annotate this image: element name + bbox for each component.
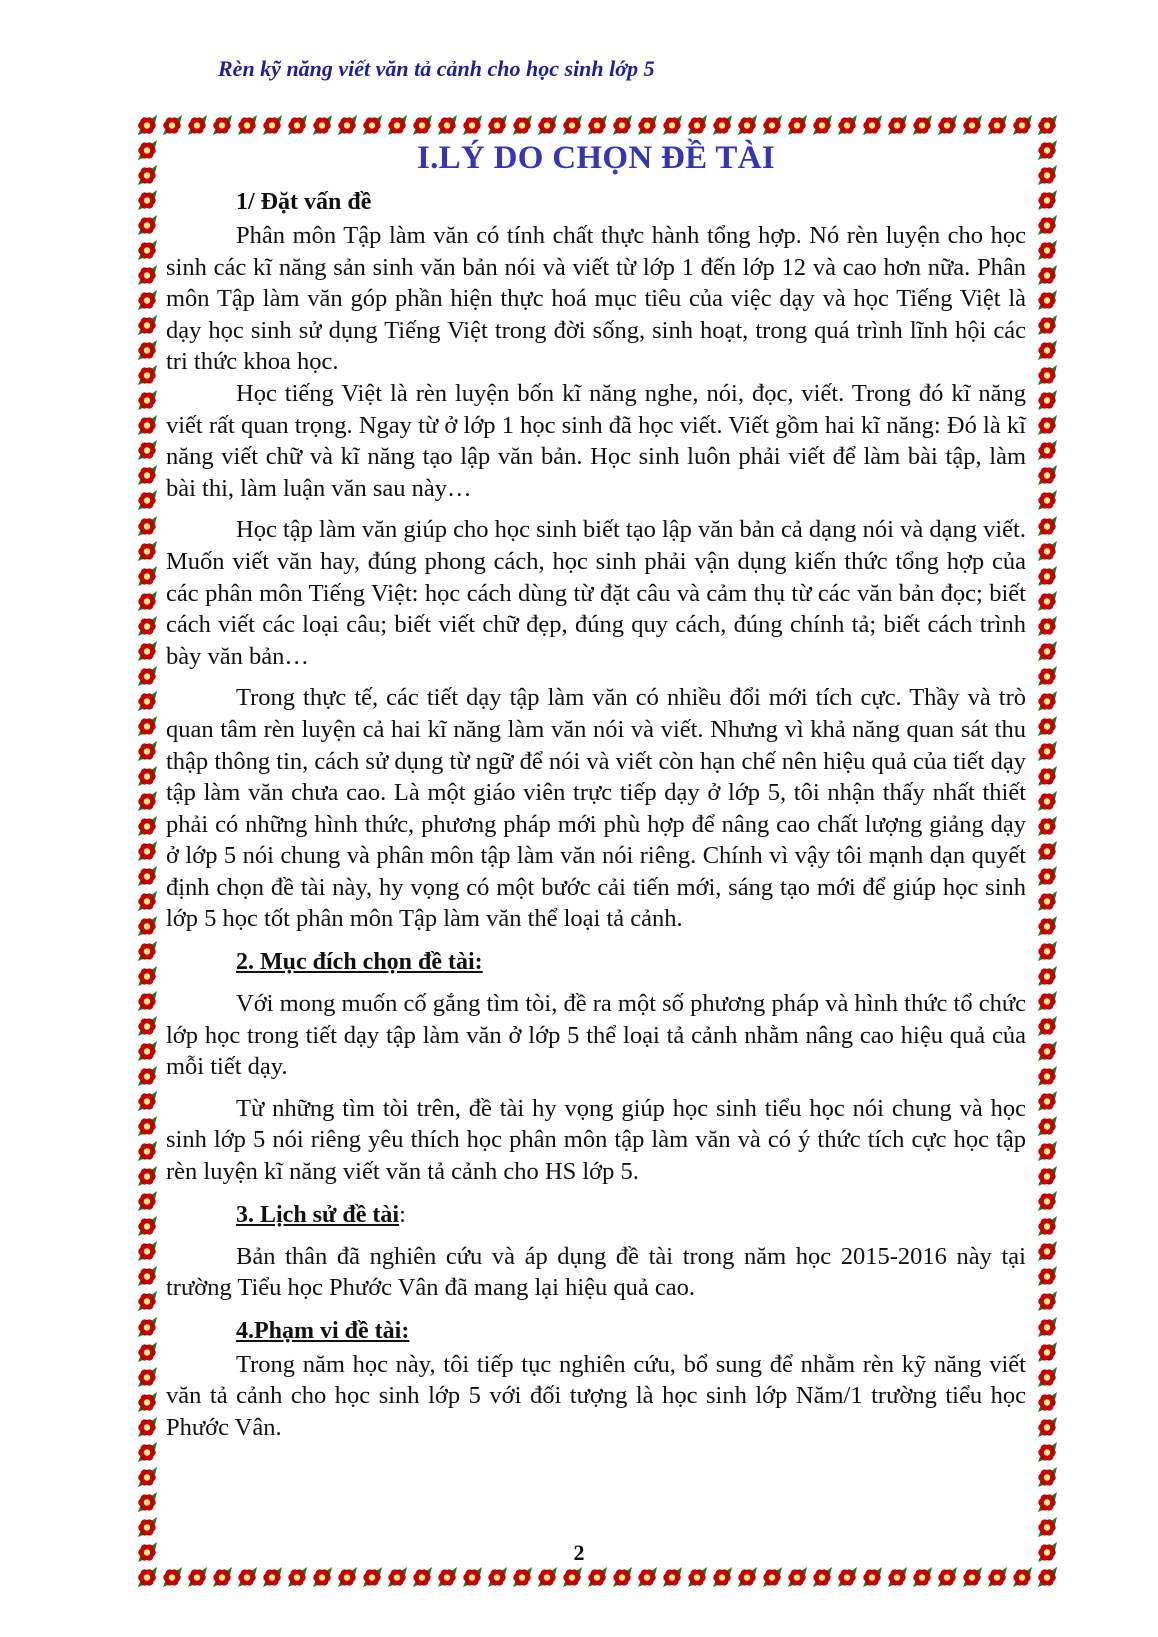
red-flower-icon — [1036, 114, 1058, 136]
red-flower-icon — [761, 114, 783, 136]
red-flower-icon — [586, 114, 608, 136]
red-flower-icon — [911, 114, 933, 136]
red-flower-icon — [561, 114, 583, 136]
red-flower-icon — [1036, 439, 1058, 461]
red-flower-icon — [136, 1240, 158, 1262]
red-flower-icon — [136, 289, 158, 311]
paragraph: Học tiếng Việt là rèn luyện bốn kĩ năng nghe, nói, đọc, viết. Trong đó kĩ năng viết rất quan trọng. Ngay từ ở lớp 1 học sinh đã học viết. Viết gồm hai kĩ năng: Đó là kĩ năng viết chữ và kĩ năng tạo lập văn bản. Học sinh luôn phải viết để làm bài tập, làm bài thi, làm luận văn sau này… — [166, 379, 1026, 502]
red-flower-icon — [161, 1566, 183, 1588]
red-flower-icon — [136, 640, 158, 662]
red-flower-icon — [136, 139, 158, 161]
red-flower-icon — [311, 1566, 333, 1588]
red-flower-icon — [136, 990, 158, 1012]
red-flower-icon — [436, 114, 458, 136]
document-body — [166, 140, 1026, 1444]
red-flower-icon — [1036, 1215, 1058, 1237]
red-flower-icon — [1036, 540, 1058, 562]
red-flower-icon — [586, 1566, 608, 1588]
red-flower-icon — [786, 1566, 808, 1588]
red-flower-icon — [136, 1190, 158, 1212]
red-flower-icon — [261, 114, 283, 136]
red-flower-icon — [1036, 715, 1058, 737]
red-flower-icon — [636, 1566, 658, 1588]
red-flower-icon — [136, 214, 158, 236]
red-flower-icon — [736, 1566, 758, 1588]
red-flower-icon — [836, 114, 858, 136]
red-flower-icon — [286, 114, 308, 136]
red-flower-icon — [1036, 1115, 1058, 1137]
red-flower-icon — [936, 114, 958, 136]
red-flower-icon — [1036, 139, 1058, 161]
red-flower-icon — [561, 1566, 583, 1588]
red-flower-icon — [1036, 615, 1058, 637]
red-flower-icon — [1036, 740, 1058, 762]
red-flower-icon — [1036, 590, 1058, 612]
red-flower-icon — [236, 1566, 258, 1588]
paragraph: Phân môn Tập làm văn có tính chất thực hành tổng hợp. Nó rèn luyện cho học sinh các kĩ năng sản sinh văn bản nói và viết từ lớp 1 đến lớp 12 và cao hơn nữa. Phân môn Tập làm văn góp phần hiện thực hoá mục tiêu của việc dạy và học Tiếng Việt là dạy học sinh sử dụng Tiếng Việt trong đời sống, sinh hoạt, trong quá trình lĩnh hội các tri thức khoa học. — [166, 222, 1026, 376]
heading-muc-dich: 2. Mục đích chọn đề tài: — [236, 949, 483, 976]
red-flower-icon — [1036, 940, 1058, 962]
red-flower-icon — [536, 114, 558, 136]
red-flower-icon — [1036, 915, 1058, 937]
red-flower-icon — [311, 114, 333, 136]
red-flower-icon — [136, 765, 158, 787]
red-flower-icon — [461, 1566, 483, 1588]
heading-lich-su — [236, 1200, 1026, 1231]
red-flower-icon — [686, 114, 708, 136]
red-flower-icon — [1036, 965, 1058, 987]
red-flower-icon — [1036, 890, 1058, 912]
red-flower-icon — [136, 665, 158, 687]
red-flower-icon — [1036, 815, 1058, 837]
red-flower-icon — [136, 164, 158, 186]
red-flower-icon — [136, 615, 158, 637]
red-flower-icon — [136, 715, 158, 737]
red-flower-icon — [1036, 790, 1058, 812]
red-flower-icon — [136, 1065, 158, 1087]
red-flower-icon — [1036, 1441, 1058, 1463]
red-flower-icon — [761, 1566, 783, 1588]
red-flower-icon — [836, 1566, 858, 1588]
red-flower-icon — [811, 114, 833, 136]
red-flower-icon — [136, 1215, 158, 1237]
red-flower-icon — [136, 515, 158, 537]
border-right — [1036, 114, 1058, 1588]
red-flower-icon — [136, 114, 158, 136]
red-flower-icon — [1011, 1566, 1033, 1588]
red-flower-icon — [136, 1265, 158, 1287]
red-flower-icon — [136, 690, 158, 712]
border-top — [136, 114, 1058, 136]
red-flower-icon — [1036, 164, 1058, 186]
red-flower-icon — [136, 1466, 158, 1488]
red-flower-icon — [411, 114, 433, 136]
red-flower-icon — [386, 114, 408, 136]
red-flower-icon — [1036, 1290, 1058, 1312]
red-flower-icon — [136, 1165, 158, 1187]
red-flower-icon — [986, 114, 1008, 136]
red-flower-icon — [336, 114, 358, 136]
red-flower-icon — [1036, 264, 1058, 286]
red-flower-icon — [136, 1040, 158, 1062]
red-flower-icon — [461, 114, 483, 136]
red-flower-icon — [1036, 1165, 1058, 1187]
red-flower-icon — [136, 1316, 158, 1338]
red-flower-icon — [1036, 1265, 1058, 1287]
red-flower-icon — [136, 489, 158, 511]
red-flower-icon — [1036, 1466, 1058, 1488]
paragraph: Trong năm học này, tôi tiếp tục nghiên cứu, bổ sung để nhằm rèn kỹ năng viết văn tả cảnh cho học sinh lớp 5 với đối tượng là học sinh lớp Năm/1 trường tiểu học Phước Vân. — [166, 1350, 1026, 1441]
red-flower-icon — [936, 1566, 958, 1588]
red-flower-icon — [136, 965, 158, 987]
red-flower-icon — [1036, 364, 1058, 386]
red-flower-icon — [136, 389, 158, 411]
red-flower-icon — [261, 1566, 283, 1588]
red-flower-icon — [886, 114, 908, 136]
red-flower-icon — [1036, 1190, 1058, 1212]
red-flower-icon — [1036, 1566, 1058, 1588]
red-flower-icon — [1036, 339, 1058, 361]
red-flower-icon — [436, 1566, 458, 1588]
red-flower-icon — [961, 114, 983, 136]
red-flower-icon — [1036, 1065, 1058, 1087]
red-flower-icon — [511, 1566, 533, 1588]
red-flower-icon — [136, 1516, 158, 1538]
paragraph: Trong thực tế, các tiết dạy tập làm văn có nhiều đổi mới tích cực. Thầy và trò quan tâm rèn luyện cả hai kĩ năng làm văn nói và viết. Nhưng vì khả năng quan sát thu thập thông tin, cách sử dụng từ ngữ để nói và viết còn hạn chế nên hiệu quả của tiết dạy tập làm văn chưa cao. Là một giáo viên trực tiếp dạy ở lớp 5, tôi nhận thấy nhất thiết phải có những hình thức, phương pháp mới phù hợp để nâng cao chất lượng giảng dạy ở lớp 5 nói chung và phân môn tập làm văn nói riêng. Chính vì vậy tôi mạnh dạn quyết định chọn đề tài này, hy vọng có một bước cải tiến mới, sáng tạo mới để giúp học sinh lớp 5 học tốt phân môn Tập làm văn thể loại tả cảnh. — [166, 684, 1026, 933]
red-flower-icon — [136, 414, 158, 436]
red-flower-icon — [136, 264, 158, 286]
red-flower-icon — [1036, 1240, 1058, 1262]
red-flower-icon — [161, 114, 183, 136]
red-flower-icon — [411, 1566, 433, 1588]
red-flower-icon — [536, 1566, 558, 1588]
red-flower-icon — [136, 1416, 158, 1438]
red-flower-icon — [136, 915, 158, 937]
red-flower-icon — [1036, 1516, 1058, 1538]
red-flower-icon — [136, 940, 158, 962]
red-flower-icon — [1036, 865, 1058, 887]
red-flower-icon — [711, 114, 733, 136]
red-flower-icon — [1036, 1316, 1058, 1338]
red-flower-icon — [1036, 1040, 1058, 1062]
border-left — [136, 114, 158, 1588]
red-flower-icon — [1036, 990, 1058, 1012]
red-flower-icon — [986, 1566, 1008, 1588]
red-flower-icon — [336, 1566, 358, 1588]
red-flower-icon — [136, 1090, 158, 1112]
red-flower-icon — [861, 114, 883, 136]
red-flower-icon — [136, 1140, 158, 1162]
red-flower-icon — [1036, 640, 1058, 662]
heading-lich-su-colon: : — [399, 1201, 406, 1228]
red-flower-icon — [861, 1566, 883, 1588]
red-flower-icon — [186, 114, 208, 136]
red-flower-icon — [136, 1391, 158, 1413]
paragraph: Bản thân đã nghiên cứu và áp dụng đề tài trong năm học 2015-2016 này tại trường Tiểu học Phước Vân đã mang lại hiệu quả cao. — [166, 1242, 1026, 1302]
paragraph: Từ những tìm tòi trên, đề tài hy vọng giúp học sinh tiểu học nói chung và học sinh lớp 5 nói riêng yêu thích học phân môn tập làm văn và có ý thức tích cực học tập rèn luyện kĩ năng viết văn tả cảnh cho HS lớp 5. — [166, 1094, 1026, 1186]
red-flower-icon — [1036, 1140, 1058, 1162]
red-flower-icon — [136, 364, 158, 386]
red-flower-icon — [1036, 1366, 1058, 1388]
red-flower-icon — [1036, 289, 1058, 311]
red-flower-icon — [636, 114, 658, 136]
red-flower-icon — [1036, 389, 1058, 411]
red-flower-icon — [136, 1441, 158, 1463]
red-flower-icon — [361, 1566, 383, 1588]
red-flower-icon — [1036, 515, 1058, 537]
red-flower-icon — [136, 1566, 158, 1588]
section-title: I.LÝ DO CHỌN ĐỀ TÀI — [416, 140, 776, 176]
red-flower-icon — [511, 114, 533, 136]
red-flower-icon — [661, 1566, 683, 1588]
red-flower-icon — [911, 1566, 933, 1588]
red-flower-icon — [136, 1341, 158, 1363]
red-flower-icon — [236, 114, 258, 136]
red-flower-icon — [686, 1566, 708, 1588]
red-flower-icon — [136, 314, 158, 336]
paragraph: Với mong muốn cố gắng tìm tòi, đề ra một số phương pháp và hình thức tổ chức lớp học trong tiết dạy tập làm văn ở lớp 5 thể loại tả cảnh nhằm nâng cao hiệu quả của mỗi tiết dạy. — [166, 990, 1026, 1081]
red-flower-icon — [136, 590, 158, 612]
red-flower-icon — [136, 1015, 158, 1037]
red-flower-icon — [136, 1491, 158, 1513]
red-flower-icon — [136, 1366, 158, 1388]
red-flower-icon — [136, 740, 158, 762]
red-flower-icon — [136, 339, 158, 361]
red-flower-icon — [1036, 665, 1058, 687]
red-flower-icon — [1036, 690, 1058, 712]
red-flower-icon — [136, 439, 158, 461]
red-flower-icon — [1036, 1341, 1058, 1363]
red-flower-icon — [136, 840, 158, 862]
red-flower-icon — [1036, 414, 1058, 436]
red-flower-icon — [786, 114, 808, 136]
red-flower-icon — [811, 1566, 833, 1588]
red-flower-icon — [961, 1566, 983, 1588]
red-flower-icon — [136, 790, 158, 812]
red-flower-icon — [1036, 1416, 1058, 1438]
red-flower-icon — [711, 1566, 733, 1588]
running-header: Rèn kỹ năng viết văn tả cảnh cho học sinh lớp 5 — [218, 56, 655, 81]
red-flower-icon — [136, 815, 158, 837]
red-flower-icon — [136, 464, 158, 486]
red-flower-icon — [1036, 840, 1058, 862]
heading-pham-vi: 4.Phạm vi đề tài: — [236, 1317, 410, 1344]
red-flower-icon — [736, 114, 758, 136]
red-flower-icon — [661, 114, 683, 136]
red-flower-icon — [136, 890, 158, 912]
red-flower-icon — [186, 1566, 208, 1588]
red-flower-icon — [136, 1115, 158, 1137]
heading-dat-van-de: 1/ Đặt vấn đề — [236, 189, 372, 215]
red-flower-icon — [1036, 765, 1058, 787]
red-flower-icon — [1011, 114, 1033, 136]
border-bottom — [136, 1566, 1058, 1588]
red-flower-icon — [136, 1290, 158, 1312]
red-flower-icon — [1036, 214, 1058, 236]
red-flower-icon — [211, 114, 233, 136]
heading-lich-su-text: 3. Lịch sử đề tài — [236, 1201, 400, 1228]
red-flower-icon — [211, 1566, 233, 1588]
red-flower-icon — [1036, 1391, 1058, 1413]
red-flower-icon — [361, 114, 383, 136]
red-flower-icon — [1036, 314, 1058, 336]
red-flower-icon — [136, 239, 158, 261]
red-flower-icon — [136, 565, 158, 587]
red-flower-icon — [1036, 1015, 1058, 1037]
red-flower-icon — [1036, 1090, 1058, 1112]
red-flower-icon — [611, 114, 633, 136]
paragraph: Học tập làm văn giúp cho học sinh biết tạo lập văn bản cả dạng nói và dạng viết. Muốn viết văn hay, đúng phong cách, học sinh phải vận dụng kiến thức tổng hợp của các phân môn Tiếng Việt: học cách dùng từ đặt câu và cảm thụ từ các văn bản đọc; biết cách viết các loại câu; biết viết chữ đẹp, đúng quy cách, đúng chính tả; biết cách trình bày văn bản… — [166, 516, 1026, 670]
red-flower-icon — [286, 1566, 308, 1588]
red-flower-icon — [136, 189, 158, 211]
red-flower-icon — [1036, 189, 1058, 211]
red-flower-icon — [486, 1566, 508, 1588]
red-flower-icon — [1036, 489, 1058, 511]
red-flower-icon — [886, 1566, 908, 1588]
red-flower-icon — [386, 1566, 408, 1588]
red-flower-icon — [136, 865, 158, 887]
red-flower-icon — [136, 540, 158, 562]
red-flower-icon — [1036, 565, 1058, 587]
red-flower-icon — [611, 1566, 633, 1588]
red-flower-icon — [1036, 1491, 1058, 1513]
red-flower-icon — [1036, 239, 1058, 261]
page-number: 2 — [573, 1540, 585, 1565]
red-flower-icon — [486, 114, 508, 136]
red-flower-icon — [1036, 464, 1058, 486]
